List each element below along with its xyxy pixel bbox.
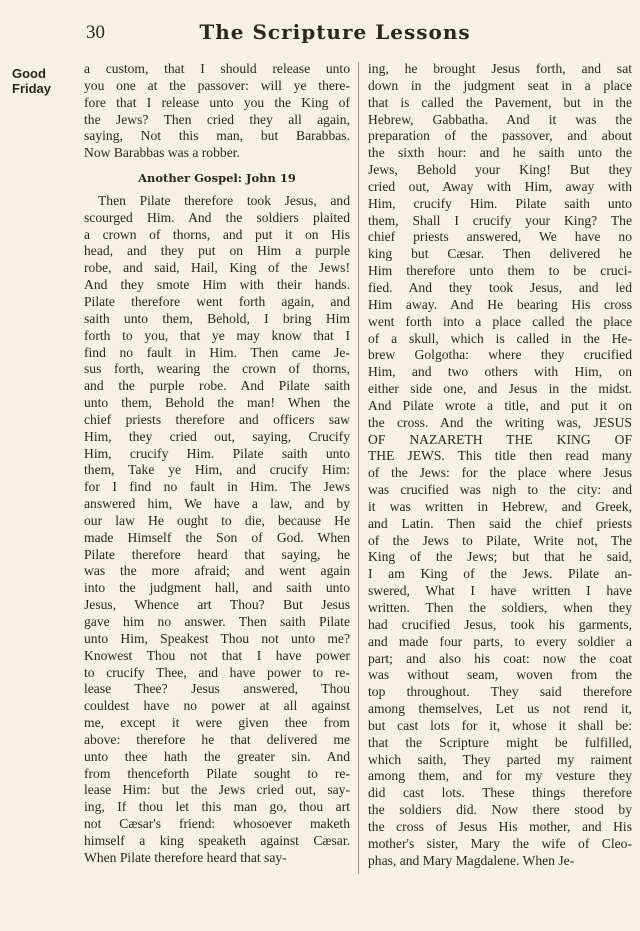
text-line: our law He ought to die, because He	[84, 512, 350, 528]
text-line: fore that I release unto you the King of	[84, 94, 350, 110]
text-line: couldest have no power at all against	[84, 698, 350, 714]
text-line: among themselves, Let us not rend it,	[368, 701, 632, 717]
right-paragraph	[368, 61, 632, 870]
text-line: king but Cæsar. Then delivered he	[368, 246, 632, 262]
text-line: unto them, Behold the man! When the	[84, 395, 350, 411]
text-line: of a skull, which is called in the He-	[368, 330, 632, 346]
text-line: was without seam, woven from the	[368, 667, 632, 683]
text-line: chief priests answered, We have no	[368, 229, 632, 245]
text-line: a crown of thorns, and put it on His	[84, 226, 350, 242]
text-line: Now Barabbas was a robber.	[84, 145, 240, 161]
text-line: for I find no fault in Him. The Jews	[84, 479, 350, 495]
text-line: unto thee hath the greater sin. And	[84, 748, 350, 764]
text-line: them, Take ye Him, and crucify Him:	[84, 462, 350, 478]
margin-label-line: Good	[12, 66, 46, 81]
text-line: had crucified Jesus, took his garments,	[368, 616, 632, 632]
text-line: Pilate therefore went forth again, and	[84, 293, 350, 309]
text-line: forth to you, that ye may know that I	[84, 327, 350, 343]
text-line: preparation of the passover, and about	[368, 128, 632, 144]
text-line: did cast lots. These things therefore	[368, 785, 632, 801]
text-line: of the Jews: for the place where Jesus	[368, 465, 632, 481]
text-line: and made four parts, to every soldier a	[368, 633, 632, 649]
text-line: unto Him, Speakest Thou not unto me?	[84, 630, 350, 646]
text-line: And they smote Him with their hands.	[84, 277, 350, 293]
gospel-heading: Another Gospel: John 19	[138, 171, 296, 186]
text-line: Him, and two others with Him, on	[368, 364, 632, 380]
text-line: Him, crucify Him. Pilate saith unto	[368, 195, 632, 211]
text-line: but cast lots for it, whose it shall be:	[368, 717, 632, 733]
text-line: either side one, and Jesus in the midst.	[368, 381, 632, 397]
text-line: chief priests therefore and officers saw	[84, 411, 350, 427]
text-line: sus forth, wearing the crown of thorns,	[84, 361, 350, 377]
text-line: into the judgment hall, and saith unto	[84, 580, 350, 596]
text-line: Jews, Behold your King! But they	[368, 162, 632, 178]
text-line: saying, Not this man, but Barabbas.	[84, 128, 350, 144]
running-title: The Scripture Lessons	[199, 20, 471, 44]
text-line: THE JEWS. This title then read many	[368, 448, 632, 464]
text-line: down in the judgment seat in a place	[368, 77, 632, 93]
text-line: mother's sister, Mary the wife of Cleo-	[368, 835, 632, 851]
page-number: 30	[86, 22, 105, 43]
text-line: top throughout. They said therefore	[368, 684, 632, 700]
text-line: the Jews? Then cried they all again,	[84, 111, 350, 127]
text-line: the cross. And the writing was, JESUS	[368, 414, 632, 430]
text-line: King of the Jews; but that he said,	[368, 549, 632, 565]
text-line: among them, and for my vesture they	[368, 768, 632, 784]
text-line: a custom, that I should release unto	[84, 61, 350, 76]
text-line: Him away. And He bearing His cross	[368, 296, 632, 312]
text-line: saith unto them, Behold, I bring Him	[84, 310, 350, 326]
text-line: answered him, We have a law, and by	[84, 496, 350, 512]
text-line: to crucify Thee, and have power to re-	[84, 664, 350, 680]
text-line: And Pilate wrote a title, and put it on	[368, 397, 632, 413]
text-line: fied. And they took Jesus, and led	[368, 279, 632, 295]
left-intro-paragraph	[84, 61, 350, 162]
margin-label-line: Friday	[12, 81, 52, 96]
text-line: Knowest Thou not that I have power	[84, 647, 350, 663]
text-line: Him, they cried out, saying, Crucify	[84, 428, 350, 444]
text-line: swered, What I have written I have	[368, 583, 632, 599]
text-line: not Cæsar's friend: whosoever maketh	[84, 816, 350, 832]
text-line: that is called the Pavement, but in the	[368, 94, 632, 110]
text-line: phas, and Mary Magdalene. When Je-	[368, 852, 575, 868]
text-line: was the more afraid; and went again	[84, 563, 350, 579]
text-line: Him, crucify Him. Pilate saith unto	[84, 445, 350, 461]
text-line: Jesus, Whence art Thou? But Jesus	[84, 597, 350, 613]
text-line: Then Pilate therefore took Jesus, and	[98, 192, 350, 208]
text-line: robe, and said, Hail, King of the Jews!	[84, 260, 350, 276]
text-line: and Latin. Then said the chief priests	[368, 515, 632, 531]
text-line: that the Scripture might be fulfilled,	[368, 734, 632, 750]
text-line: the soldiers did. Now there stood by	[368, 802, 632, 818]
right-column	[368, 61, 632, 870]
text-line: head, and they put on Him a purple	[84, 243, 350, 259]
text-line: written. Then the soldiers, when they	[368, 600, 632, 615]
text-line: When Pilate therefore heard that say-	[84, 849, 287, 865]
text-line: me, except it were given thee from	[84, 715, 350, 731]
text-line: them, Shall I crucify your King? The	[368, 212, 632, 228]
text-line: himself a king speaketh against Cæsar.	[84, 832, 350, 848]
text-line: ing, If thou let this man go, thou art	[84, 799, 350, 815]
text-line: lease Thee? Jesus answered, Thou	[84, 681, 350, 697]
text-line: you one at the passover: will ye there-	[84, 77, 350, 93]
text-line: Pilate therefore heard that saying, he	[84, 546, 350, 562]
text-line: of the Jews to Pilate, Write not, The	[368, 532, 632, 548]
text-line: lease Him: but the Jews cried out, say-	[84, 782, 350, 798]
text-line: above: therefore he that delivered me	[84, 731, 350, 747]
text-line: find no fault in Him. Then came Je-	[84, 344, 350, 360]
text-line: the cross of Jesus His mother, and His	[368, 818, 632, 834]
text-line: and the purple robe. And Pilate saith	[84, 378, 350, 394]
text-line: OF NAZARETH THE KING OF	[368, 431, 632, 447]
text-line: Hebrew, Gabbatha. And it was the	[368, 111, 632, 127]
text-line: ing, he brought Jesus forth, and sat	[368, 61, 632, 76]
text-line: was crucified was nigh to the city: and	[368, 482, 632, 498]
text-line: the sixth hour: and he saith unto the	[368, 145, 632, 161]
text-line: scourged Him. And the soldiers plaited	[84, 209, 350, 225]
text-line: went forth into a place called the place	[368, 313, 632, 329]
text-line: gave him no answer. Then saith Pilate	[84, 614, 350, 629]
text-line: from thenceforth Pilate sought to re-	[84, 765, 350, 781]
text-line: brew Golgotha: where they crucified	[368, 347, 632, 363]
text-line: part; and also his coat: now the coat	[368, 650, 632, 666]
column-divider	[358, 62, 359, 874]
text-line: I am King of the Jews. Pilate an-	[368, 566, 632, 582]
text-line: cried out, Away with Him, away with	[368, 178, 632, 194]
left-column	[84, 61, 350, 867]
text-line: Him therefore unto them to be cruci-	[368, 263, 632, 279]
gospel-paragraph	[84, 193, 350, 867]
text-line: it was written in Hebrew, and Greek,	[368, 498, 632, 514]
text-line: which saith, They parted my raiment	[368, 751, 632, 767]
text-line: made Himself the Son of God. When	[84, 529, 350, 545]
margin-label	[12, 66, 51, 96]
